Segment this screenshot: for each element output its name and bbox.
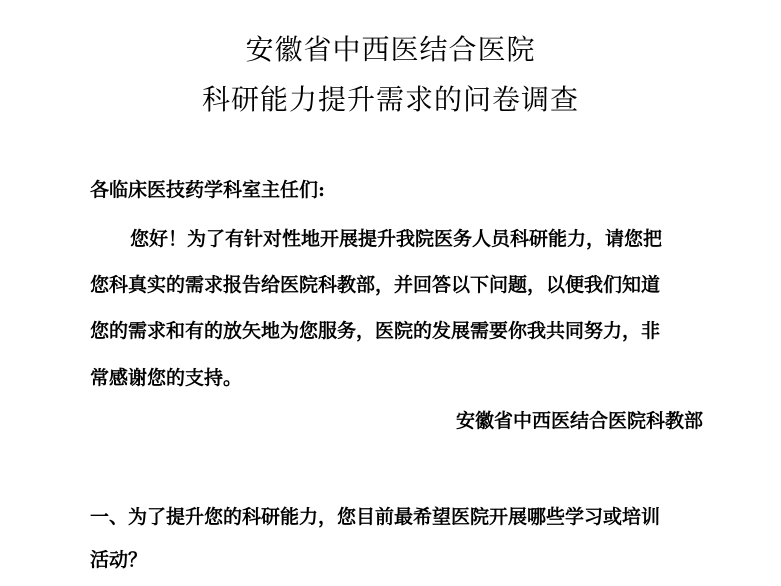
letter-body-line: 您好！为了有针对性地开展提升我院医务人员科研能力，请您把 (130, 228, 663, 250)
document-title: 安徽省中西医结合医院 (245, 33, 536, 66)
signature: 安徽省中西医结合医院科教部 (455, 410, 703, 432)
letter-body-line: 您科真实的需求报告给医院科教部，并回答以下问题，以便我们知道 (90, 274, 661, 296)
question-text: 一、为了提升您的科研能力，您目前最希望医院开展哪些学习或培训 (90, 506, 661, 528)
salutation: 各临床医技药学科室主任们: (90, 179, 326, 201)
letter-body-line: 您的需求和有的放矢地为您服务，医院的发展需要你我共同努力，非 (90, 320, 661, 342)
letter-body-line: 常感谢您的支持。 (90, 367, 243, 389)
document-subtitle: 科研能力提升需求的问卷调查 (201, 83, 579, 116)
question-text-continued: 活动？ (90, 549, 148, 571)
